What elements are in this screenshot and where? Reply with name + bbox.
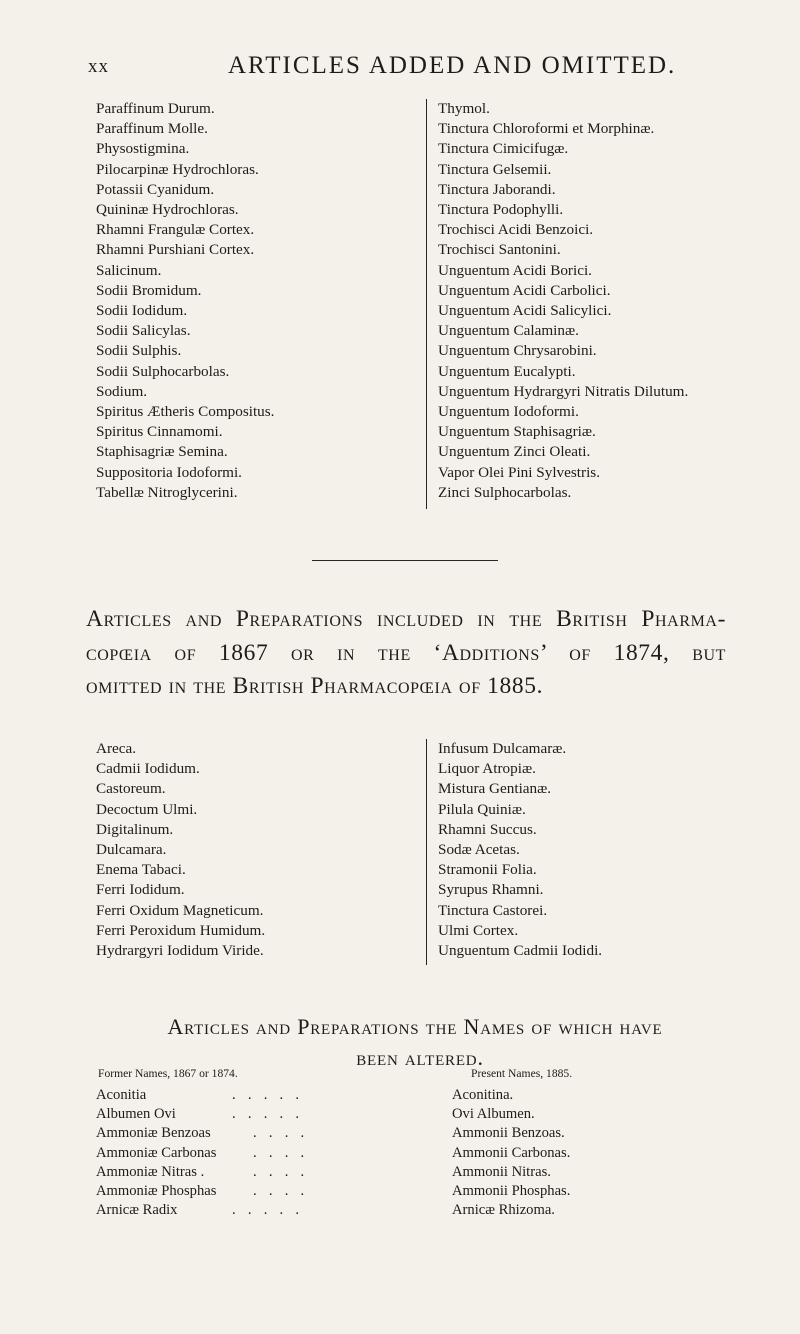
page-title: ARTICLES ADDED AND OMITTED. [228, 52, 677, 79]
dot-leader: .... [253, 1125, 317, 1142]
list-item: Unguentum Iodoformi. [438, 403, 579, 421]
dot-leader: .... [253, 1163, 317, 1180]
list-item: Unguentum Acidi Borici. [438, 261, 592, 279]
former-name: Ammoniæ Benzoas [96, 1125, 211, 1142]
dot-leader: ..... [232, 1087, 312, 1103]
list-item: Spiritus Ætheris Compositus. [96, 403, 275, 421]
list-item: Digitalinum. [96, 820, 174, 838]
list-item: Unguentum Chrysarobini. [438, 342, 597, 360]
page-number: xx [88, 56, 109, 77]
present-names-header: Present Names, 1885. [471, 1067, 573, 1080]
dot-leader: .... [253, 1183, 317, 1200]
list-item: Unguentum Cadmii Iodidi. [438, 942, 603, 960]
list-item: Trochisci Santonini. [438, 241, 561, 259]
list-item: Ferri Peroxidum Humidum. [96, 921, 266, 939]
list-item: Pilula Quiniæ. [438, 800, 526, 818]
list-item: Tinctura Podophylli. [438, 201, 564, 219]
list-item: Tabellæ Nitroglycerini. [96, 483, 238, 501]
list-item: Sodii Salicylas. [96, 322, 191, 340]
omitted-list-left [96, 739, 265, 961]
list-item: Areca. [96, 740, 137, 757]
list-item: Zinci Sulphocarbolas. [438, 483, 572, 501]
list-item: Unguentum Staphisagriæ. [438, 423, 596, 441]
list-item: Unguentum Eucalypti. [438, 362, 576, 380]
present-name: Ammonii Phosphas. [452, 1183, 571, 1200]
present-name: Ammonii Carbonas. [452, 1144, 571, 1161]
former-names-list [96, 1086, 216, 1220]
list-item: Sodii Sulphocarbolas. [96, 362, 230, 380]
present-name: Ammonii Nitras. [452, 1163, 551, 1180]
dot-leader: .... [253, 1144, 317, 1161]
list-item: Staphisagriæ Semina. [96, 443, 228, 461]
former-name: Arnicæ Radix [96, 1202, 178, 1219]
former-names-header: Former Names, 1867 or 1874. [98, 1067, 238, 1080]
list-item: Stramonii Folia. [438, 861, 537, 879]
former-name: Albumen Ovi [96, 1106, 176, 1123]
list-item: Unguentum Zinci Oleati. [438, 443, 591, 461]
running-head [88, 52, 740, 84]
former-name: Ammoniæ Nitras . [96, 1163, 205, 1180]
list-item: Thymol. [438, 100, 490, 117]
present-name: Arnicæ Rhizoma. [452, 1202, 555, 1219]
omitted-list-right [438, 739, 602, 961]
list-item: Rhamni Frangulæ Cortex. [96, 221, 255, 239]
list-item: Liquor Atropiæ. [438, 760, 536, 778]
heading-line: copœia of 1867 or in the ‘Additions’ of 1874, but [86, 639, 726, 666]
present-name: Ovi Albumen. [452, 1106, 535, 1123]
column-divider [426, 99, 427, 509]
list-item: Tinctura Chloroformi et Morphinæ. [438, 120, 655, 138]
list-item: Spiritus Cinnamomi. [96, 423, 223, 441]
list-item: Enema Tabaci. [96, 861, 186, 879]
former-name: Aconitia [96, 1087, 147, 1103]
present-name: Ammonii Benzoas. [452, 1125, 565, 1142]
present-names-list [452, 1086, 570, 1220]
list-item: Dulcamara. [96, 841, 167, 859]
list-item: Unguentum Acidi Carbolici. [438, 281, 611, 299]
list-item: Mistura Gentianæ. [438, 780, 552, 798]
heading-line: omitted in the British Pharmacopœia of 1885. [86, 673, 544, 699]
heading-line: been altered. [356, 1045, 484, 1070]
list-item: Rhamni Succus. [438, 820, 537, 838]
dot-leader: ..... [232, 1106, 312, 1123]
list-item: Sodæ Acetas. [438, 841, 520, 859]
column-divider [426, 739, 427, 965]
dot-leader: ..... [232, 1202, 312, 1219]
list-item: Sodii Bromidum. [96, 281, 202, 299]
altered-section-heading [110, 1011, 720, 1073]
list-item: Unguentum Hydrargyri Nitratis Dilutum. [438, 382, 689, 400]
list-item: Hydrargyri Iodidum Viride. [96, 942, 264, 960]
list-item: Sodium. [96, 382, 148, 400]
list-item: Quininæ Hydrochloras. [96, 201, 239, 219]
list-item: Tinctura Jaborandi. [438, 180, 556, 198]
list-item: Trochisci Acidi Benzoici. [438, 221, 594, 239]
list-item: Tinctura Castorei. [438, 901, 548, 919]
former-name: Ammoniæ Phosphas [96, 1183, 217, 1200]
present-name: Aconitina. [452, 1087, 514, 1103]
list-item: Decoctum Ulmi. [96, 800, 198, 818]
list-item: Salicinum. [96, 261, 162, 279]
list-item: Castoreum. [96, 780, 166, 798]
list-item: Cadmii Iodidum. [96, 760, 200, 778]
list-item: Rhamni Purshiani Cortex. [96, 241, 255, 259]
list-item: Tinctura Cimicifugæ. [438, 140, 569, 158]
list-item: Infusum Dulcamaræ. [438, 740, 567, 757]
list-item: Pilocarpinæ Hydrochloras. [96, 160, 259, 178]
list-item: Ferri Oxidum Magneticum. [96, 901, 264, 919]
list-item: Suppositoria Iodoformi. [96, 463, 242, 481]
list-item: Ulmi Cortex. [438, 921, 519, 939]
heading-line: Articles and Preparations the Names of which have [167, 1014, 663, 1039]
list-item: Unguentum Acidi Salicylici. [438, 302, 612, 320]
added-list-left [96, 99, 274, 503]
list-item: Paraffinum Molle. [96, 120, 208, 138]
list-item: Vapor Olei Pini Sylvestris. [438, 463, 600, 481]
list-item: Tinctura Gelsemii. [438, 160, 552, 178]
list-item: Physostigmina. [96, 140, 190, 158]
list-item: Syrupus Rhamni. [438, 881, 544, 899]
list-item: Unguentum Calaminæ. [438, 322, 579, 340]
list-item: Paraffinum Durum. [96, 100, 215, 117]
list-item: Ferri Iodidum. [96, 881, 185, 899]
dot-leaders [232, 1086, 316, 1220]
list-item: Sodii Sulphis. [96, 342, 182, 360]
added-list-right [438, 99, 688, 503]
section-rule [312, 560, 498, 561]
omitted-section-heading [86, 603, 726, 704]
list-item: Potassii Cyanidum. [96, 180, 215, 198]
former-name: Ammoniæ Carbonas [96, 1144, 217, 1161]
heading-line: Articles and Preparations included in the British Pharma- [86, 606, 726, 632]
list-item: Sodii Iodidum. [96, 302, 188, 320]
